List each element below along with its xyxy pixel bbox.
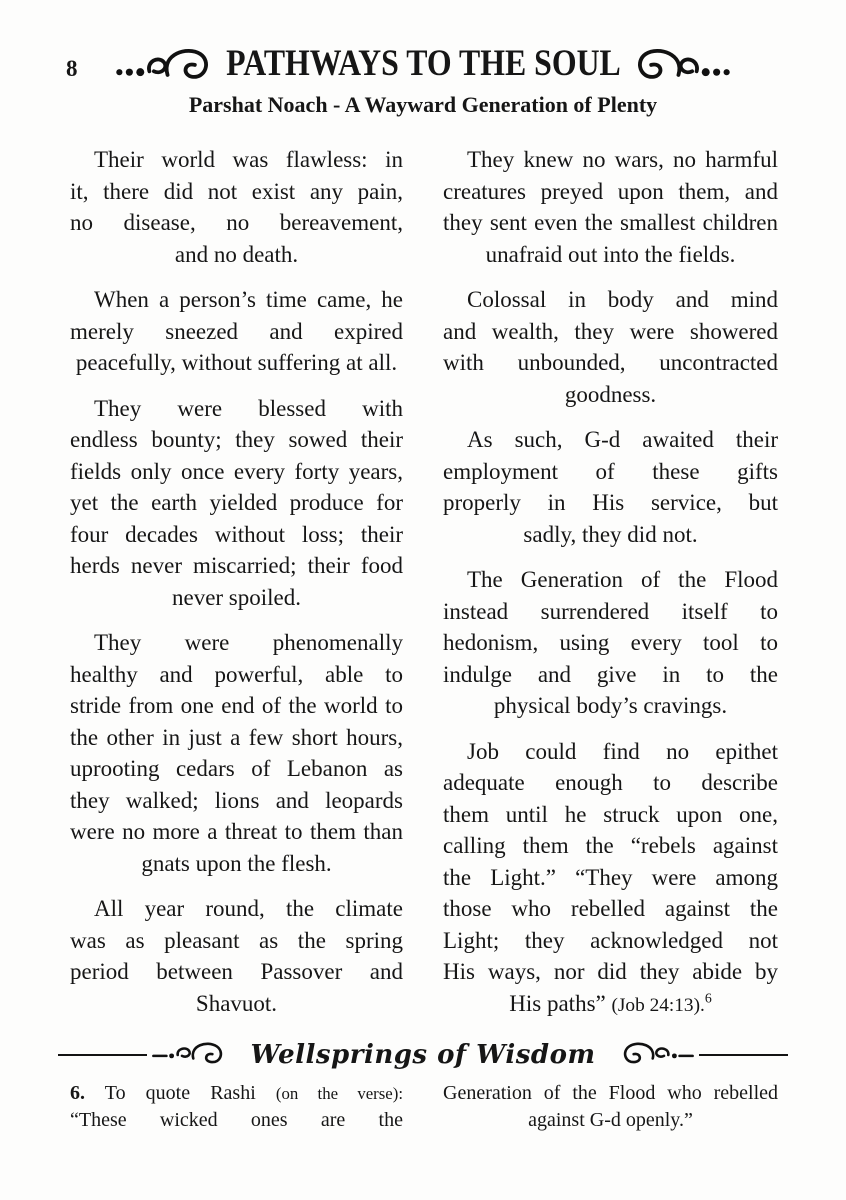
scroll-flourish-left-icon	[111, 44, 215, 84]
text-line: They knew no wars, no harmful	[467, 147, 778, 172]
body-columns	[70, 144, 778, 1021]
text-line: fields only once every forty years,	[70, 458, 403, 484]
text-line: endless bounty; they sowed their	[70, 427, 403, 452]
paragraph	[70, 893, 403, 1019]
text-line: instead surrendered itself to	[443, 598, 778, 624]
divider-flourish-left-icon	[151, 1042, 239, 1068]
text-line: merely sneezed and expired	[70, 318, 403, 344]
paragraph	[70, 393, 403, 614]
text-line: no disease, no bereavement,	[70, 210, 403, 235]
paragraph	[443, 1080, 778, 1134]
text-line: When a person’s time came, he	[94, 287, 403, 312]
text-line: the Light.” “They were among	[443, 864, 778, 890]
text-line: “These wicked ones are the	[70, 1109, 403, 1131]
divider-rule-right	[699, 1054, 788, 1056]
paragraph	[70, 284, 403, 379]
text-line: They were phenomenally	[94, 630, 403, 655]
text-line: them until he struck upon one,	[443, 801, 778, 827]
text-line: adequate enough to describe	[443, 770, 778, 795]
paragraph	[70, 1080, 403, 1134]
text-segment: To quote Rashi	[85, 1082, 276, 1104]
text-line: physical body’s cravings.	[493, 693, 728, 718]
text-line	[70, 1080, 403, 1107]
text-line: Light; they acknowledged not	[443, 927, 778, 953]
divider-flourish-right-icon	[607, 1042, 695, 1068]
divider-rule-left	[58, 1054, 147, 1056]
text-line: unafraid out into the fields.	[485, 241, 736, 267]
text-segment: (Job 24:13).	[611, 994, 705, 1016]
footnote-left-column	[70, 1080, 403, 1134]
paragraph	[443, 144, 778, 270]
text-line: were no more a threat to them than	[70, 819, 403, 844]
text-line: those who rebelled against the	[443, 896, 778, 921]
text-line: The Generation of the Flood	[467, 567, 778, 592]
footnote-section	[70, 1080, 778, 1134]
text-line: stride from one end of the world to	[70, 693, 403, 718]
text-line: indulge and give in to the	[443, 661, 778, 687]
text-segment: 6.	[70, 1082, 85, 1104]
text-line: Colossal in body and mind	[467, 287, 778, 312]
text-line: and no death.	[174, 241, 299, 267]
text-line: the other in just a few short hours,	[70, 724, 403, 750]
text-line: calling them the “rebels against	[443, 833, 778, 858]
text-line: peacefully, without suffering at all.	[75, 350, 398, 375]
chapter-subtitle: Parshat Noach - A Wayward Generation of Plenty	[188, 92, 658, 117]
text-line	[443, 988, 778, 1022]
paragraph	[443, 736, 778, 1022]
title-row	[0, 42, 846, 85]
text-line: His ways, nor did they abide by	[443, 959, 778, 984]
text-line: with unbounded, uncontracted	[443, 350, 778, 375]
text-line: goodness.	[564, 381, 657, 407]
paragraph	[443, 564, 778, 722]
text-line: healthy and powerful, able to	[70, 661, 403, 687]
text-line: sadly, they did not.	[523, 521, 698, 547]
title-wrap	[217, 42, 629, 85]
text-line: gnats upon the flesh.	[141, 850, 332, 876]
text-line: Generation of the Flood who rebelled	[443, 1082, 778, 1104]
paragraph	[443, 284, 778, 410]
divider-label: Wellsprings of Wisdom	[250, 1040, 596, 1070]
text-line: properly in His service, but	[443, 490, 778, 515]
text-segment: His paths”	[509, 990, 612, 1016]
page-number: 8	[66, 56, 78, 81]
scroll-flourish-right-icon	[631, 44, 735, 84]
text-line: and wealth, they were showered	[443, 318, 778, 344]
text-line: They were blessed with	[94, 395, 403, 421]
text-line: All year round, the climate	[94, 896, 403, 921]
text-line: hedonism, using every tool to	[443, 630, 778, 655]
text-line: Shavuot.	[195, 990, 278, 1016]
text-line: Job could find no epithet	[467, 738, 778, 764]
text-line: employment of these gifts	[443, 458, 778, 484]
paragraph	[70, 627, 403, 879]
text-line: creatures preyed upon them, and	[443, 178, 778, 204]
page-title: PATHWAYS TO THE SOUL	[225, 43, 621, 84]
section-divider	[58, 1038, 788, 1072]
text-line: uprooting cedars of Lebanon as	[70, 756, 403, 781]
text-line: Their world was flawless: in	[94, 147, 403, 172]
text-line: yet the earth yielded produce for	[70, 490, 403, 515]
text-line: never spoiled.	[171, 584, 301, 610]
paragraph	[70, 144, 403, 270]
text-line: four decades without loss; their	[70, 521, 403, 547]
text-line: was as pleasant as the spring	[70, 927, 403, 953]
paragraph	[443, 424, 778, 550]
text-line: it, there did not exist any pain,	[70, 178, 403, 204]
text-line: herds never miscarried; their food	[70, 553, 403, 578]
text-line: against G-d openly.”	[528, 1109, 693, 1131]
page-header	[0, 0, 846, 118]
text-segment: (on the verse):	[275, 1084, 404, 1103]
text-segment: 6	[704, 989, 712, 1005]
footnote-right-column	[443, 1080, 778, 1134]
text-line: As such, G-d awaited their	[467, 427, 778, 452]
text-line: they sent even the smallest children	[443, 210, 778, 235]
body-left-column	[70, 144, 403, 1021]
text-line: they walked; lions and leopards	[70, 787, 403, 813]
text-line: period between Passover and	[70, 959, 403, 984]
body-right-column	[443, 144, 778, 1021]
